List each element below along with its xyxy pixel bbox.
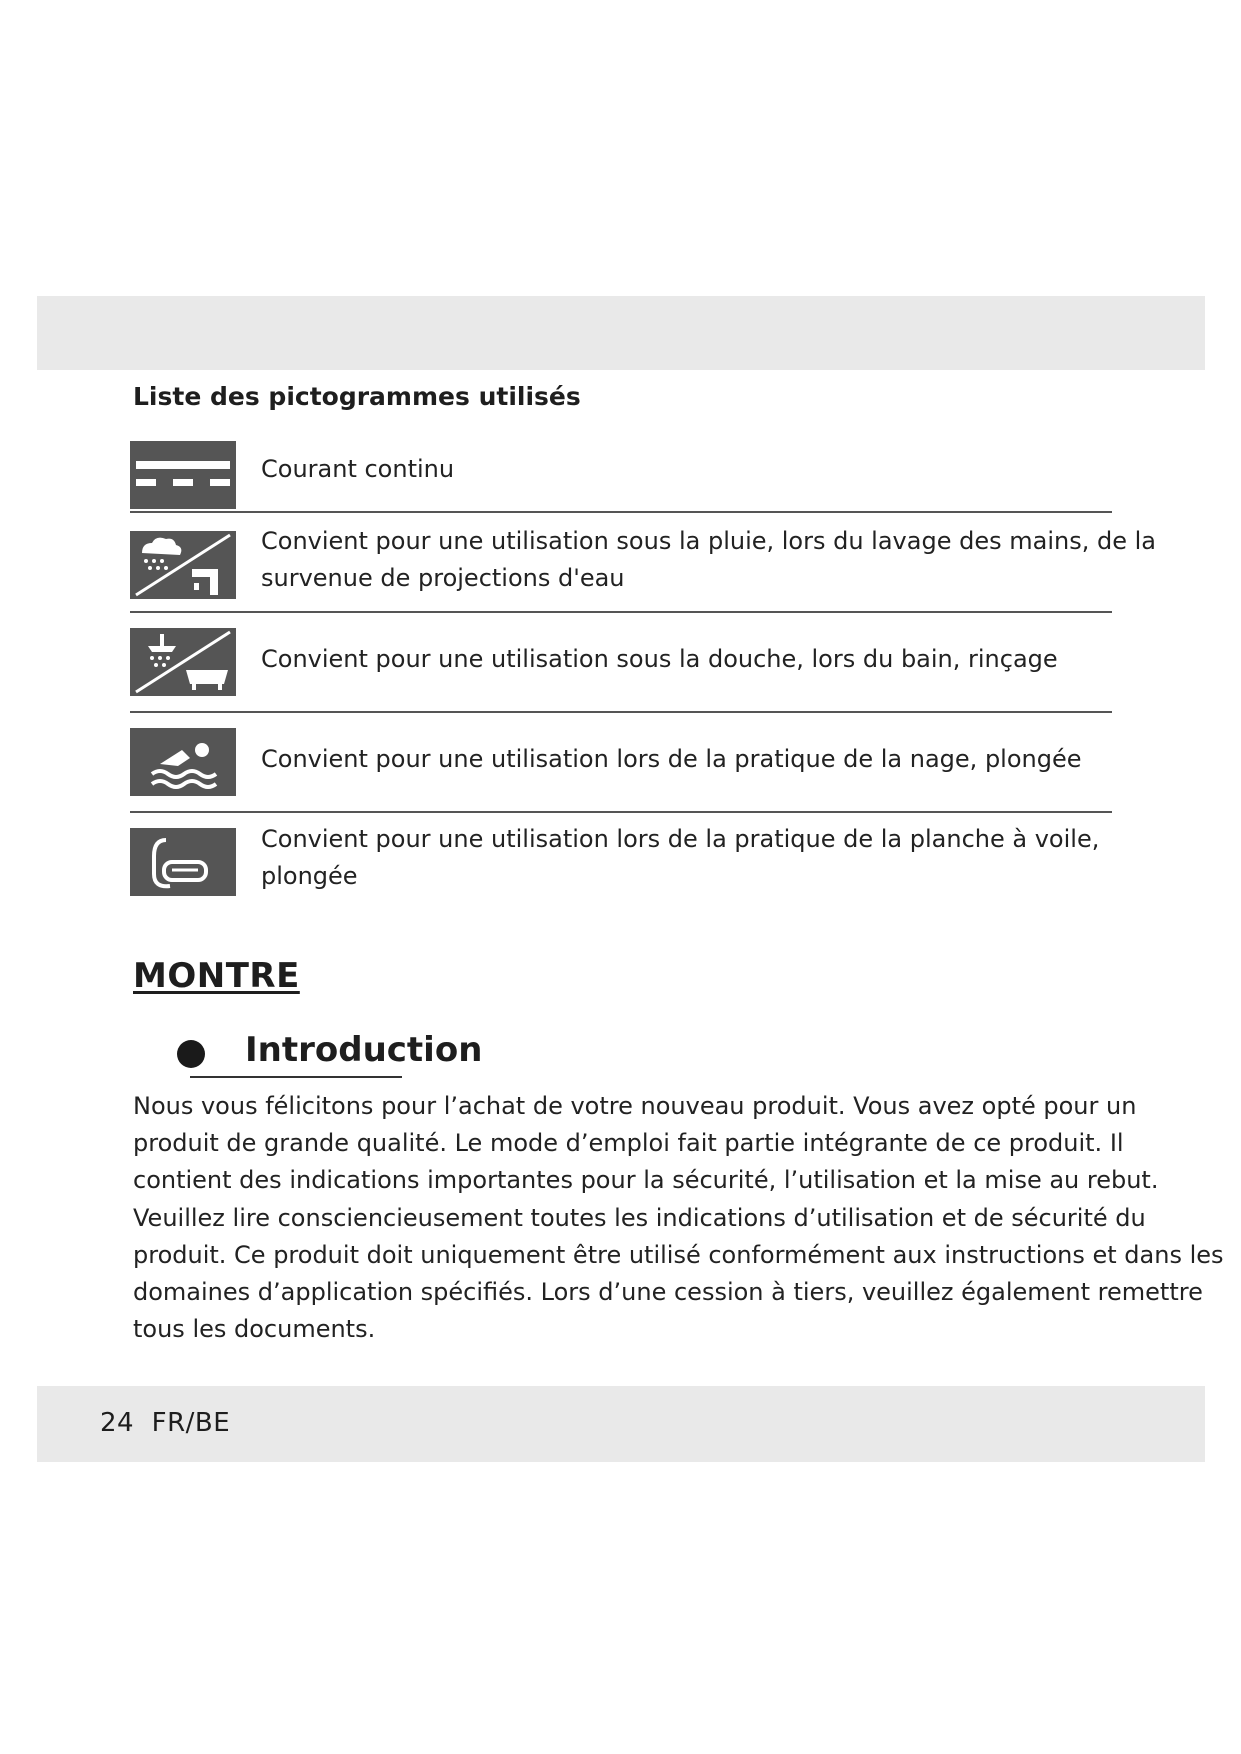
pictogram-description: Convient pour une utilisation sous la douche, lors du bain, rinçage: [261, 645, 1058, 673]
paragraph-line: domaines d’application spécifiés. Lors d’une cession à tiers, veuillez également remettre: [133, 1278, 1203, 1307]
pictogram-description: Convient pour une utilisation lors de la pratique de la nage, plongée: [261, 745, 1082, 773]
direct-current-icon: [130, 441, 236, 509]
pictogram-description: Convient pour une utilisation lors de la pratique de la planche à voile, plongée: [261, 825, 1100, 890]
paragraph-line: Nous vous félicitons pour l’achat de votre nouveau produit. Vous avez opté pour un: [133, 1092, 1137, 1120]
paragraph-line: tous les documents.: [133, 1315, 376, 1344]
pictogram-row-shower: [130, 621, 1112, 711]
paragraph-line: produit de grande qualité. Le mode d’emploi fait partie intégrante de ce produit. Il: [133, 1129, 1124, 1158]
rain-splash-icon: [130, 531, 236, 599]
paragraph-line: contient des indications importantes pour la sécurité, l’utilisation et la mise au rebut.: [133, 1166, 1159, 1195]
intro-paragraph: [133, 1088, 1224, 1348]
page-number: 24: [100, 1408, 135, 1438]
paragraph-line: produit. Ce produit doit uniquement être utilisé conformément aux instructions et dans les: [133, 1240, 1224, 1269]
section-title: MONTRE: [133, 956, 300, 996]
pictogram-description: Courant continu: [261, 455, 455, 483]
pictogram-row-snorkel: [130, 821, 1112, 911]
row-divider: [130, 811, 1112, 813]
header-band: [37, 296, 1205, 370]
page-footer: [100, 1408, 230, 1438]
heading-underline: [190, 1076, 402, 1078]
pictogram-row-swim: [130, 721, 1112, 811]
bullet-icon: [177, 1040, 205, 1068]
snorkel-mask-icon: [130, 828, 236, 896]
row-divider: [130, 511, 1112, 513]
paragraph-line: Veuillez lire consciencieusement toutes les indications d’utilisation et de sécurité du: [133, 1203, 1146, 1232]
pictogram-row-rain: [130, 521, 1156, 611]
pictogram-row-direct-current: [130, 441, 1112, 511]
swimmer-icon: [130, 728, 236, 796]
pictogram-description: Convient pour une utilisation sous la pluie, lors du lavage des mains, de la survenue de projections d'eau: [261, 527, 1156, 592]
row-divider: [130, 611, 1112, 613]
shower-bath-icon: [130, 628, 236, 696]
locale-label: FR/BE: [151, 1408, 231, 1438]
pictogram-list-title: Liste des pictogrammes utilisés: [133, 382, 581, 411]
row-divider: [130, 711, 1112, 713]
intro-heading: Introduction: [245, 1030, 483, 1070]
